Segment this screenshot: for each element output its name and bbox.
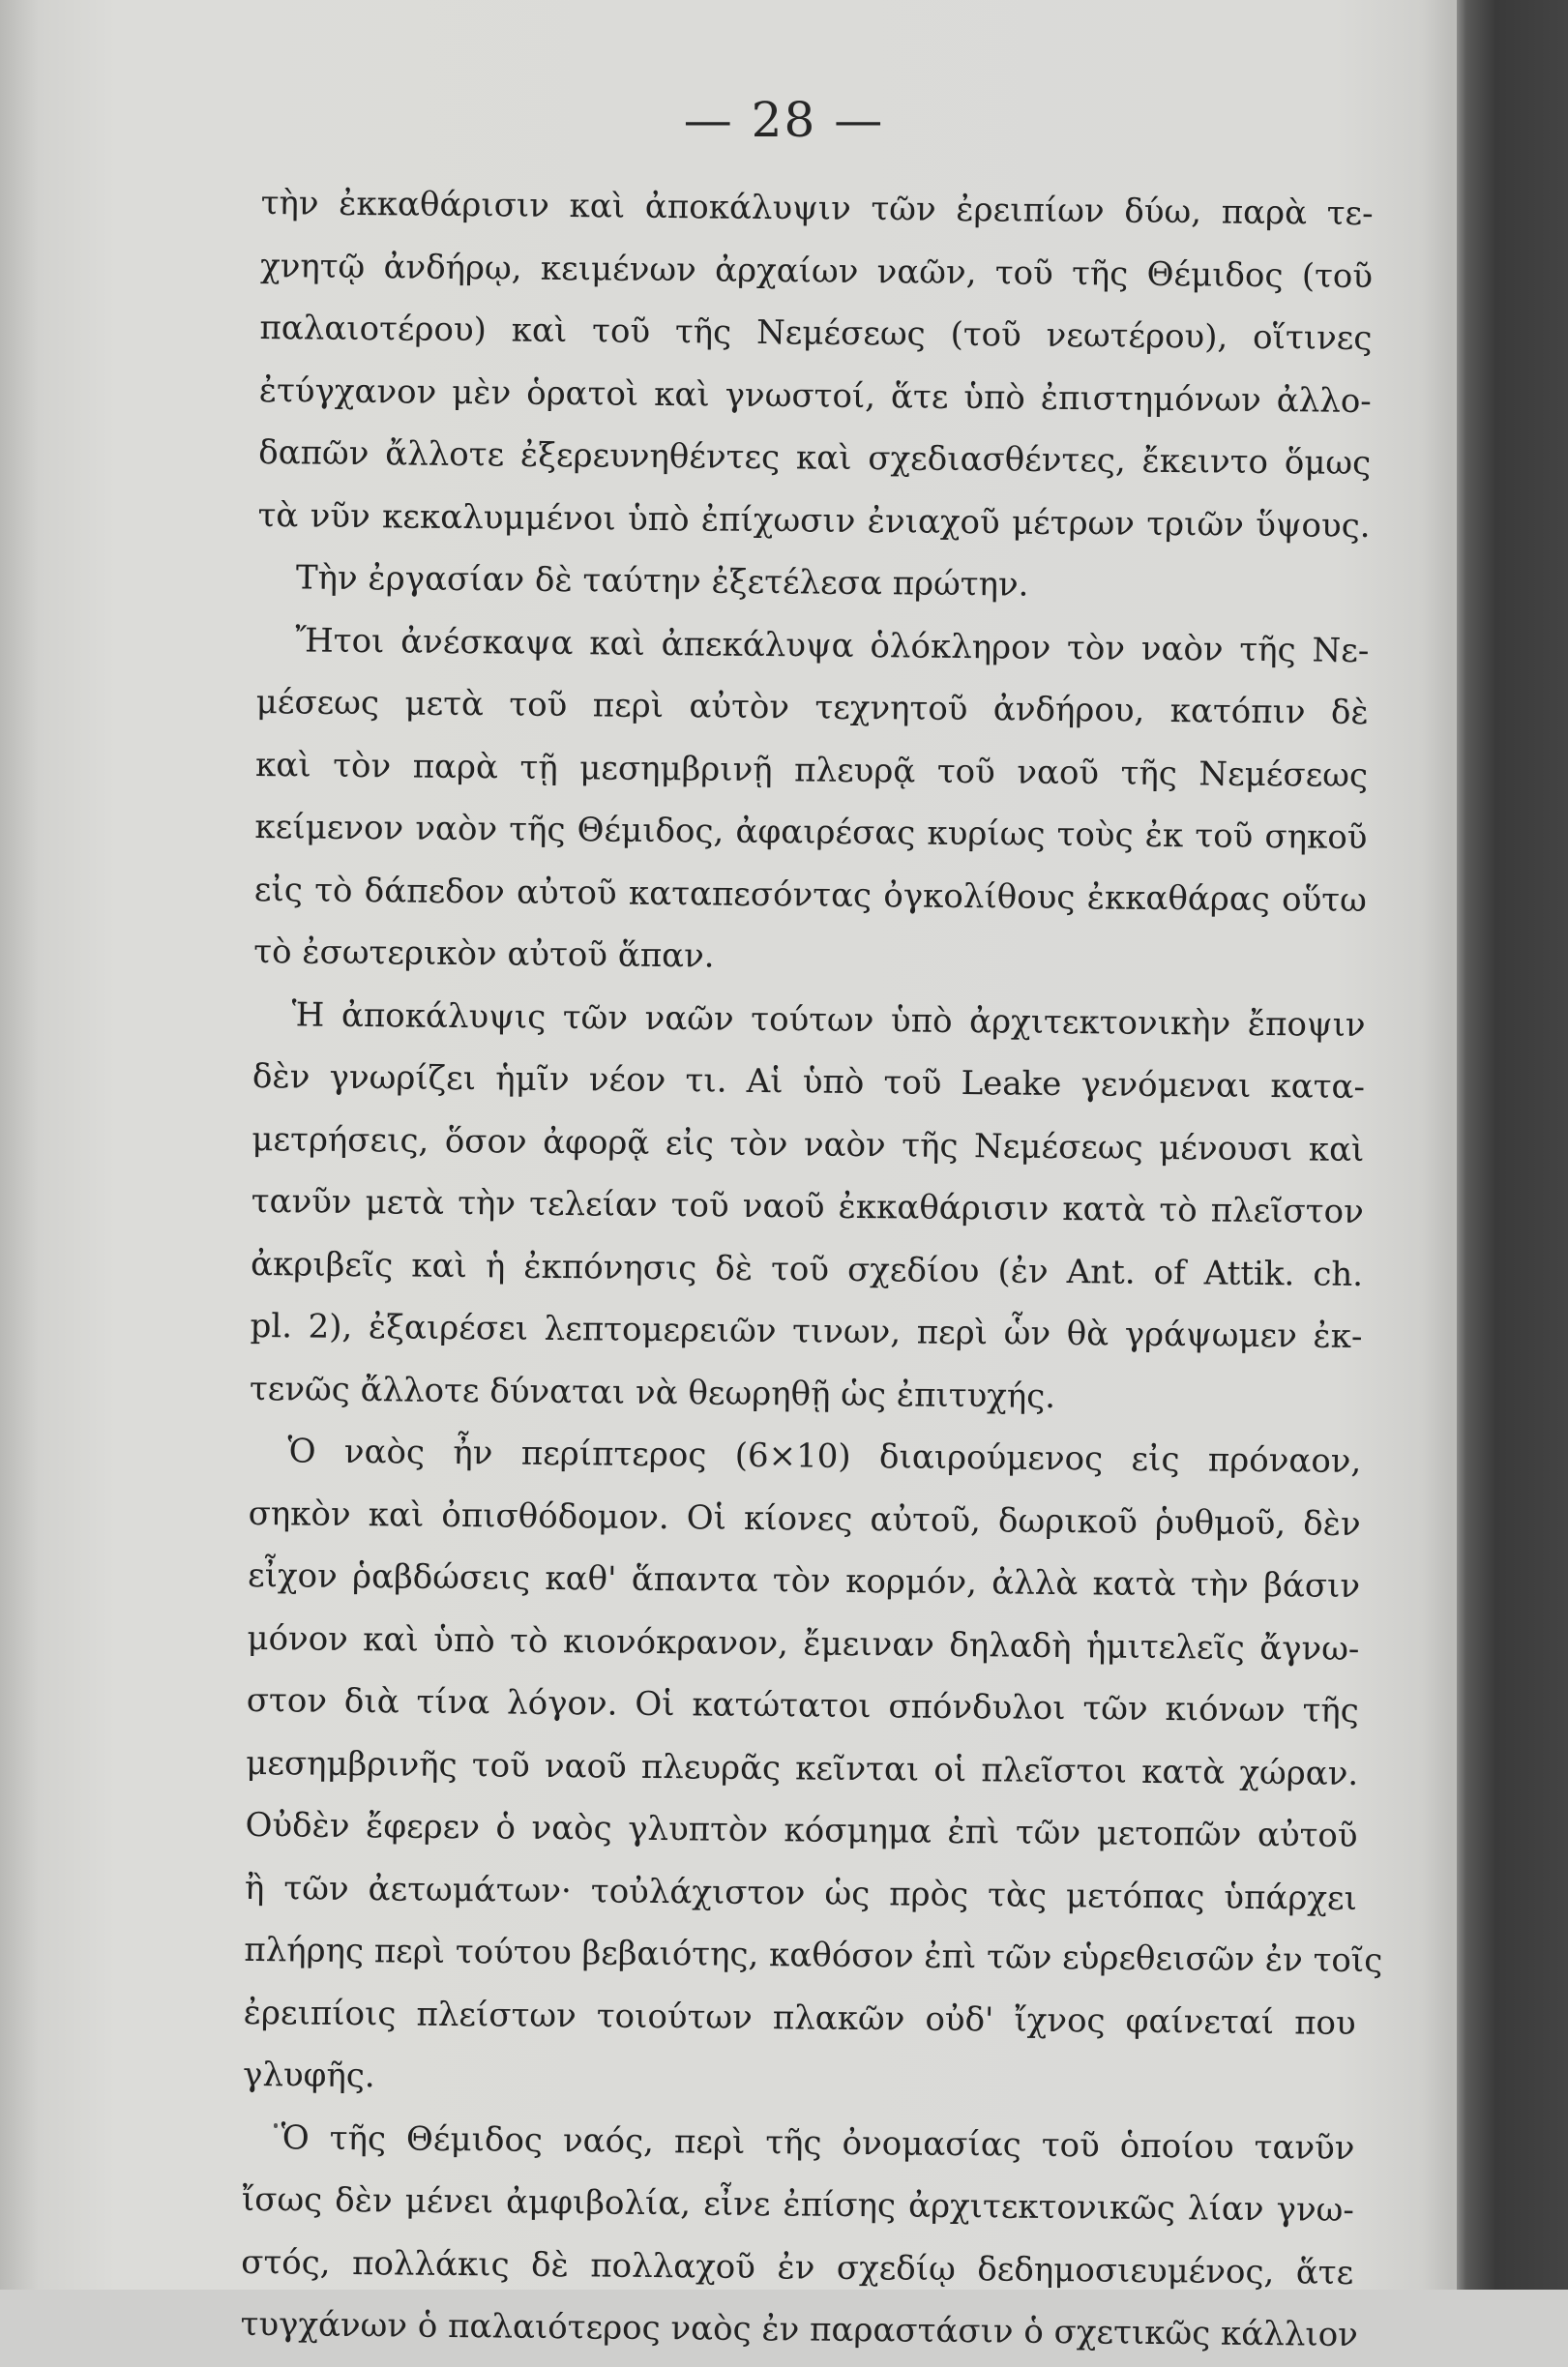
book-gutter-shadow	[1457, 0, 1568, 2290]
text-line: Ἤτοι ἀνέσκαψα καὶ ἀπεκάλυψα ὁλόκληρον τὸν ναὸν τῆς Νε-	[295, 620, 1370, 670]
text-line: ἐτύγχανον μὲν ὁρατοὶ καὶ γνωστοί, ἅτε ὑπὸ ἐπιστημόνων ἀλλο-	[258, 370, 1372, 421]
text-line: Τὴν ἐργασίαν δὲ ταύτην ἐξετέλεσα πρώτην.	[295, 558, 1029, 605]
text-line: ἀκριβεῖς καὶ ἡ ἐκπόνησις δὲ τοῦ σχεδίου (ἐν Ant. of Attik. ch.	[250, 1244, 1364, 1294]
text-line: ἐρειπίοις πλείστων τοιούτων πλακῶν οὐδ' ἴχνος φαίνεταί που	[243, 1993, 1356, 2043]
page-number: — 28 —	[683, 92, 885, 148]
text-line: καὶ τὸν παρὰ τῇ μεσημβρινῇ πλευρᾷ τοῦ ναοῦ τῆς Νεμέσεως	[254, 745, 1369, 795]
text-line: μόνον καὶ ὑπὸ τὸ κιονόκρανον, ἔμειναν δηλαδὴ ἡμιτελεῖς ἄγνω-	[247, 1618, 1360, 1669]
text-line: τὴν ἐκκαθάρισιν καὶ ἀποκάλυψιν τῶν ἐρειπίων δύω, παρὰ τε-	[260, 183, 1374, 234]
text-line: Οὐδὲν ἔφερεν ὁ ναὸς γλυπτὸν κόσμημα ἐπὶ τῶν μετοπῶν αὐτοῦ	[245, 1805, 1358, 1855]
text-line: εἶχον ῥαβδώσεις καθ' ἅπαντα τὸν κορμόν, ἀλλὰ κατὰ τὴν βάσιν	[247, 1555, 1361, 1606]
text-line: σηκὸν καὶ ὀπισθόδομον. Οἱ κίονες αὐτοῦ, δωρικοῦ ῥυθμοῦ, δὲν	[248, 1494, 1361, 1544]
text-line: μεσημβρινῆς τοῦ ναοῦ πλευρᾶς κεῖνται οἱ πλεῖστοι κατὰ χώραν.	[246, 1743, 1359, 1793]
text-line: κείμενον ναὸν τῆς Θέμιδος, ἀφαιρέσας κυρίως τοὺς ἐκ τοῦ σηκοῦ	[254, 807, 1368, 858]
text-line: τὸ ἐσωτερικὸν αὐτοῦ ἅπαν.	[253, 932, 715, 976]
text-line: δὲν γνωρίζει ἡμῖν νέον τι. Αἱ ὑπὸ τοῦ Leake γενόμεναι κατα-	[251, 1056, 1366, 1107]
text-line: χνητῷ ἀνδήρῳ, κειμένων ἀρχαίων ναῶν, τοῦ τῆς Θέμιδος (τοῦ	[259, 246, 1374, 296]
text-line: εἰς τὸ δάπεδον αὐτοῦ καταπεσόντας ὀγκολίθους ἐκκαθάρας οὕτω	[253, 870, 1368, 920]
text-line: στον διὰ τίνα λόγον. Οἱ κατώτατοι σπόνδυλοι τῶν κιόνων τῆς	[246, 1680, 1359, 1731]
text-line: ἢ τῶν ἀετωμάτων· τοὐλάχιστον ὡς πρὸς τὰς μετόπας ὑπάρχει	[244, 1868, 1358, 1918]
text-line: γλυφῆς.	[242, 2055, 375, 2096]
text-line: στός, πολλάκις δὲ πολλαχοῦ ἐν σχεδίῳ δεδημοσιευμένος, ἅτε	[241, 2242, 1354, 2293]
text-line: ἴσως δὲν μένει ἀμφιβολία, εἶνε ἐπίσης ἀρχιτεκτονικῶς λίαν γνω-	[241, 2179, 1355, 2230]
body-text	[240, 172, 1383, 2366]
text-line: Ὁ ναὸς ἦν περίπτερος (6×10) διαιρούμενος εἰς πρόναον,	[287, 1432, 1362, 1481]
text-line: τενῶς ἄλλοτε δύναται νὰ θεωρηθῇ ὡς ἐπιτυχής.	[249, 1369, 1056, 1416]
text-line: παλαιοτέρου) καὶ τοῦ τῆς Νεμέσεως (τοῦ νεωτέρου), οἵτινες	[259, 308, 1373, 359]
text-line: τυγχάνων ὁ παλαιότερος ναὸς ἐν παραστάσιν ὁ σχετικῶς κάλλιον	[240, 2304, 1359, 2354]
text-line: μετρήσεις, ὅσον ἀφορᾷ εἰς τὸν ναὸν τῆς Νεμέσεως μένουσι καὶ	[251, 1119, 1365, 1169]
print-speck	[274, 2123, 278, 2128]
text-line: δαπῶν ἄλλοτε ἐξερευνηθέντες καὶ σχεδιασθέντες, ἔκειντο ὅμως	[258, 432, 1372, 484]
text-line: pl. 2), ἐξαιρέσει λεπτομερειῶν τινων, περὶ ὧν θὰ γράψωμεν ἐκ-	[250, 1306, 1363, 1356]
text-line: μέσεως μετὰ τοῦ περὶ αὐτὸν τεχνητοῦ ἀνδήρου, κατόπιν δὲ	[255, 682, 1369, 733]
text-line: τὰ νῦν κεκαλυμμένοι ὑπὸ ἐπίχωσιν ἐνιαχοῦ μέτρων τριῶν ὕψους.	[257, 495, 1371, 546]
text-line: πλήρης περὶ τούτου βεβαιότης, καθόσον ἐπὶ τῶν εὑρεθεισῶν ἐν τοῖς	[244, 1930, 1383, 1981]
text-line: Ὁ τῆς Θέμιδος ναός, περὶ τῆς ὀνομασίας τοῦ ὁποίου τανῦν	[281, 2117, 1355, 2168]
text-line: Ἡ ἀποκάλυψις τῶν ναῶν τούτων ὑπὸ ἀρχιτεκτονικὴν ἔποψιν	[291, 994, 1366, 1045]
text-line: τανῦν μετὰ τὴν τελείαν τοῦ ναοῦ ἐκκαθάρισιν κατὰ τὸ πλεῖστον	[251, 1181, 1364, 1231]
